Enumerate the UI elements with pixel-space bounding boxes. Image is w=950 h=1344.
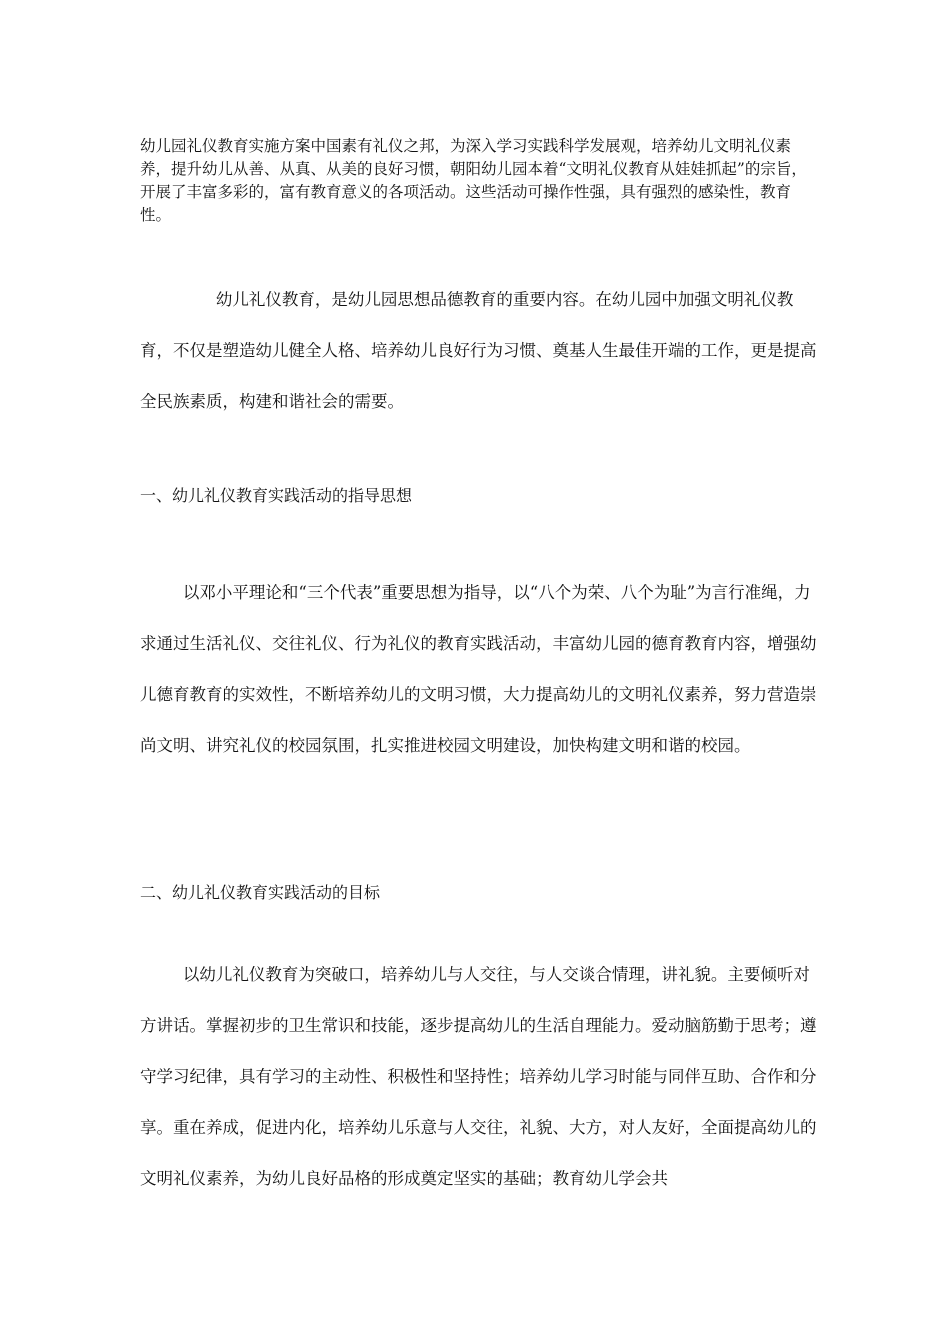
paragraph-etiquette-importance: 幼儿礼仪教育，是幼儿园思想品德教育的重要内容。在幼儿园中加强文明礼仪教育，不仅是塑造幼儿健全人格、培养幼儿良好行为习惯、奠基人生最佳开端的工作，更是提高全民族素质，构建和谐社会的需要。 <box>140 290 817 411</box>
section-heading-goals: 二、幼儿礼仪教育实践活动的目标 <box>140 883 381 902</box>
section-heading-guiding-ideology: 一、幼儿礼仪教育实践活动的指导思想 <box>140 486 413 505</box>
section-body-goals: 以幼儿礼仪教育为突破口，培养幼儿与人交往，与人交谈合情理，讲礼貌。主要倾听对方讲话。掌握初步的卫生常识和技能，逐步提高幼儿的生活自理能力。爱动脑筋勤于思考；遵守学习纪律，具有学习的主动性、积极性和坚持性；培养幼儿学习时能与同伴互助、合作和分享。重在养成，促进内化，培养幼儿乐意与人交往，礼貌、大方，对人友好，全面提高幼儿的文明礼仪素养，为幼儿良好品格的形成奠定坚实的基础；教育幼儿学会共 <box>140 965 817 1188</box>
section-body-guiding-ideology: 以邓小平理论和“三个代表”重要思想为指导，以“八个为荣、八个为耻”为言行准绳，力求通过生活礼仪、交往礼仪、行为礼仪的教育实践活动，丰富幼儿园的德育教育内容，增强幼儿德育教育的实效性，不断培养幼儿的文明习惯，大力提高幼儿的文明礼仪素养，努力营造崇尚文明、讲究礼仪的校园氛围，扎实推进校园文明建设，加快构建文明和谐的校园。 <box>140 583 817 755</box>
intro-paragraph: 幼儿园礼仪教育实施方案中国素有礼仪之邦，为深入学习实践科学发展观，培养幼儿文明礼仪素养，提升幼儿从善、从真、从美的良好习惯，朝阳幼儿园本着“文明礼仪教育从娃娃抓起”的宗旨，开展了丰富多彩的，富有教育意义的各项活动。这些活动可操作性强，具有强烈的感染性，教育性。 <box>140 137 807 224</box>
